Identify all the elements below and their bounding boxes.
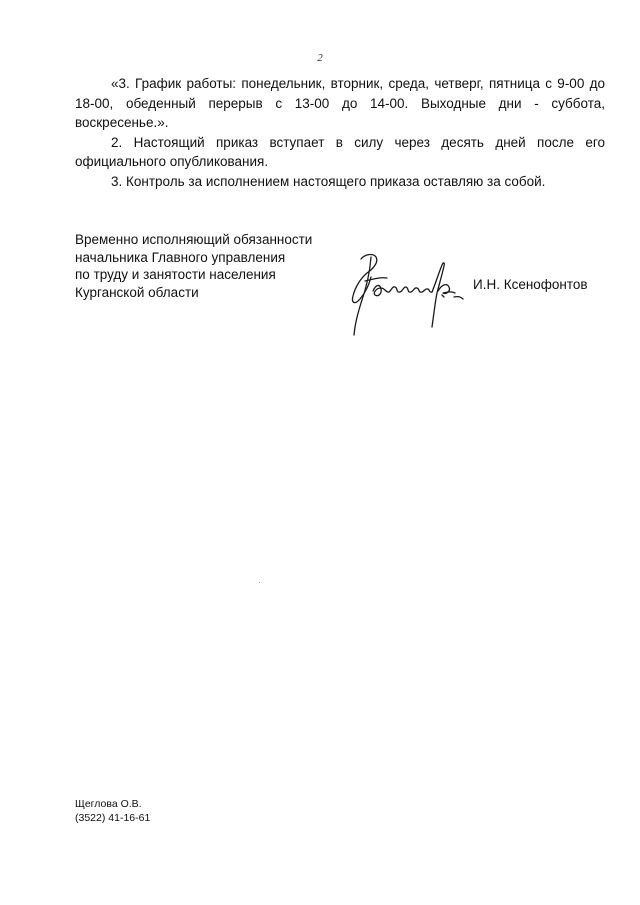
document-body [75,74,605,191]
scan-speck [259,582,260,583]
executor-name: Щеглова О.В. [75,798,142,810]
signature-block [75,231,605,341]
handwritten-signature [343,251,468,341]
executor-info [75,797,150,825]
executor-phone: (3522) 41-16-61 [75,812,151,824]
signer-position-line-1: Временно исполняющий обязанности [75,232,313,247]
signer-position-line-3: по труду и занятости населения [75,267,276,282]
paragraph-effective-date: 2. Настоящий приказ вступает в силу через десять дней после его официального опубликования. [75,134,605,169]
paragraph-control: 3. Контроль за исполнением настоящего приказа оставляю за собой. [111,173,546,189]
signer-name: И.Н. Ксенофонтов [473,277,588,292]
paragraph-schedule: «3. График работы: понедельник, вторник, среда, четверг, пятница с 9-00 до 18-00, обеденный перерыв с 13-00 до 14-00. Выходные дни - суббота, воскресенье.». [75,76,605,130]
signer-position-line-4: Курганской области [75,284,199,300]
page-number: 2 [317,52,323,64]
signer-position-line-2: начальника Главного управления [75,249,286,265]
